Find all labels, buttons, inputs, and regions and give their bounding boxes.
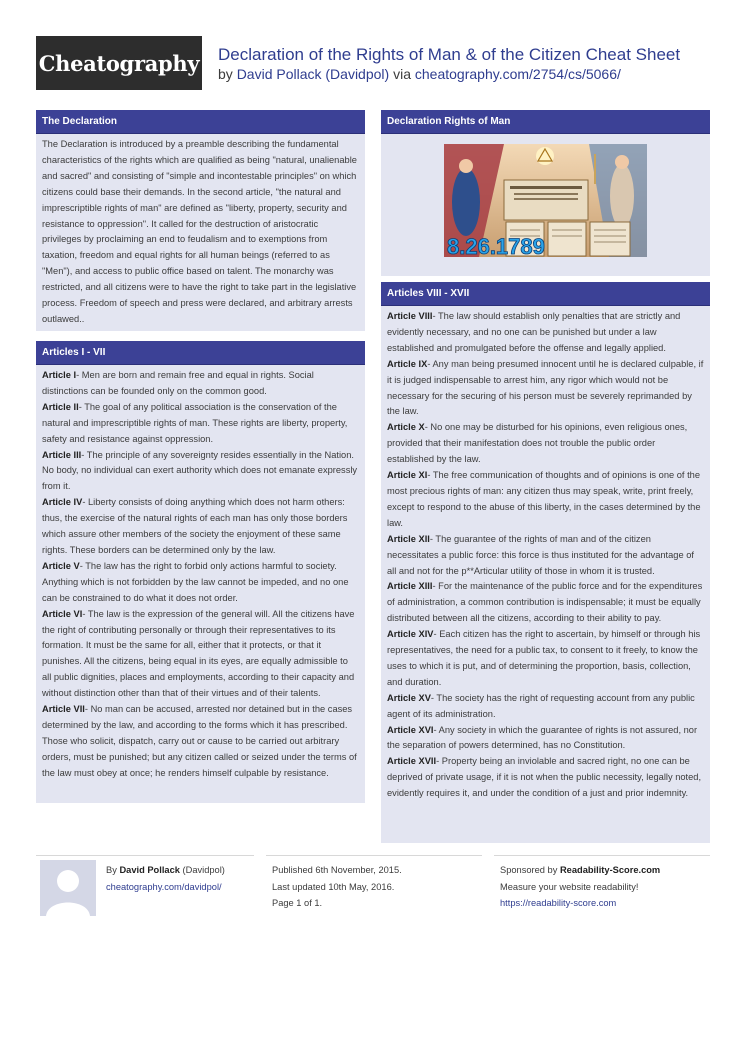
footer-sponsor: Sponsored by Readability-Score.com Measure your website readability! https://readability-score.com [500,865,661,908]
declaration-painting [444,144,647,257]
article-item: Article XIII- For the maintenance of the public force and for the expenditures of administration, a common contribution is indispensable; it must be equally distributed between all the citizens, according to their ability to pay. [387,581,703,624]
sheet-byline: by David Pollack (Davidpol) via cheatography.com/2754/cs/5066/ [218,66,621,82]
rights-image-panel [381,110,710,276]
article-item: Article XV- The society has the right of requesting account from any public agent of its administration. [387,692,695,719]
footer-divider [266,855,482,856]
footer-author: By David Pollack (Davidpol) cheatography.com/davidpol/ [106,865,225,892]
articles-list [381,306,710,802]
article-item: Article XVII- Property being an inviolable and sacred right, no one can be deprived of private usage, if it is not when the public necessity, legally noted, evidently requires it, and under the condition of a just and prior indemnity. [387,756,702,799]
article-item: Article VII- No man can be accused, arrested nor detained but in the cases determined by the law, and according to the forms which it has prescribed. Those who solicit, dispatch, carry out or cause to be carried out arbitrary orders, must be punished; but any citizen called or seized under the terms of the law must obey at once; he renders himself culpable by resistance. [42,704,357,778]
article-item: Article VI- The law is the expression of the general will. All the citizens have the right of contributing personally or through their representatives to its formation. It must be the same for all, either that it protects, or that it punishes. All the citizens, being equal in its eyes, are equally admissible to all public dignities, places and employments, according to their capacity and without distinction other than that of their virtues and of their talents. [42,608,355,699]
article-item: Article XI- The free communication of thoughts and of opinions is one of the most precious rights of man: any citizen thus may speak, write, print freely, except to respond to the abuse of this liberty, in the cases determined by the law. [387,470,701,528]
author-link[interactable]: David Pollack (Davidpol) [236,66,390,82]
article-item: Article XII- The guarantee of the rights of man and of the citizen necessitates a public force: this force is thus instituted for the advantage of all and not for the p**Articular utility of those in whom it is trusted. [387,533,694,576]
author-avatar[interactable] [40,860,96,916]
footer-divider [36,855,254,856]
article-item: Article IX- Any man being presumed innocent until he is declared culpable, if it is judged indispensable to arrest him, any rigor which would not be necessary for the securing of his person must be severely reprimanded by the law. [387,358,704,417]
panel-heading: Articles VIII - XVII [381,282,710,306]
article-item: Article V- The law has the right to forbid only actions harmful to society. Anything which is not forbidden by the law cannot be impeded, and no one can be constrained to do what it does not order. [42,560,349,603]
painting-illustration [444,144,647,257]
article-item: Article I- Men are born and remain free and equal in rights. Social distinctions can be founded only on the common good. [42,370,314,396]
article-item: Article XVI- Any society in which the guarantee of rights is not assured, nor the separation of powers determined, has no Constitution. [387,724,698,751]
sheet-url-link[interactable]: cheatography.com/2754/cs/5066/ [414,66,621,82]
sponsor-link[interactable]: https://readability-score.com [500,898,617,908]
declaration-text: The Declaration is introduced by a preamble describing the fundamental characteristics of the rights which are qualified as being "natural, unalienable and sacred" and consisting of "simple and incontestable principles" on which citizens could base their demands. In the second article, "the natural and imprescriptible rights of man" are defined as "liberty, property, security and resistance to oppression". It called for the destruction of aristocratic privileges by proclaiming an end to feudalism and to exemptions from taxation, freedom and equal rights for all human beings (referred to as "Men"), and access to public office based on talent. The monarchy was restricted, and all citizens were to have the right to take part in the legislative process. Freedom of speech and press were declared, and arbitrary arrests outlawed.. [42,139,357,324]
panel-heading: The Declaration [36,110,365,134]
footer-dates: Published 6th November, 2015. Last updated 10th May, 2016. Page 1 of 1. [272,865,402,908]
articles-list [36,365,365,782]
author-profile-link[interactable]: cheatography.com/davidpol/ [106,881,222,892]
article-item: Article VIII- The law should establish only penalties that are strictly and evidently necessary, and no one can be punished but under a law established and promulgated before the offense and legally applied. [387,311,681,353]
articles-8-17-panel [381,282,710,843]
date-caption: 8.26.1789 [447,234,545,257]
article-item: Article XIV- Each citizen has the right to ascertain, by himself or through his representatives, the need for a public tax, to consent to it freely, to know the uses to which it is put, and of determining the proportion, basis, collection, and duration. [387,629,701,687]
declaration-panel [36,110,365,331]
panel-heading: Articles I - VII [36,341,365,365]
article-item: Article IV- Liberty consists of doing anything which does not harm others: thus, the exercise of the natural rights of each man has only those borders which assure other members of the society the enjoyment of these same rights. These borders can be determined only by the law. [42,497,348,555]
footer-divider [494,855,710,856]
avatar-silhouette-icon [40,860,96,916]
article-item: Article X- No one may be disturbed for his opinions, even religious ones, provided that their manifestation does not trouble the public order established by the law. [387,422,688,465]
cheatography-logo[interactable]: Cheatography [36,36,202,90]
article-item: Article III- The principle of any sovereignty resides essentially in the Nation. No body, no individual can exert authority which does not emanate expressly from it. [42,449,358,492]
article-item: Article II- The goal of any political association is the conservation of the natural and imprescriptible rights of man. These rights are liberty, property, safety and resistance against oppression. [42,401,348,444]
sheet-title: Declaration of the Rights of Man & of the Citizen Cheat Sheet [218,45,681,64]
articles-1-7-panel [36,341,365,803]
panel-heading: Declaration Rights of Man [381,110,710,134]
